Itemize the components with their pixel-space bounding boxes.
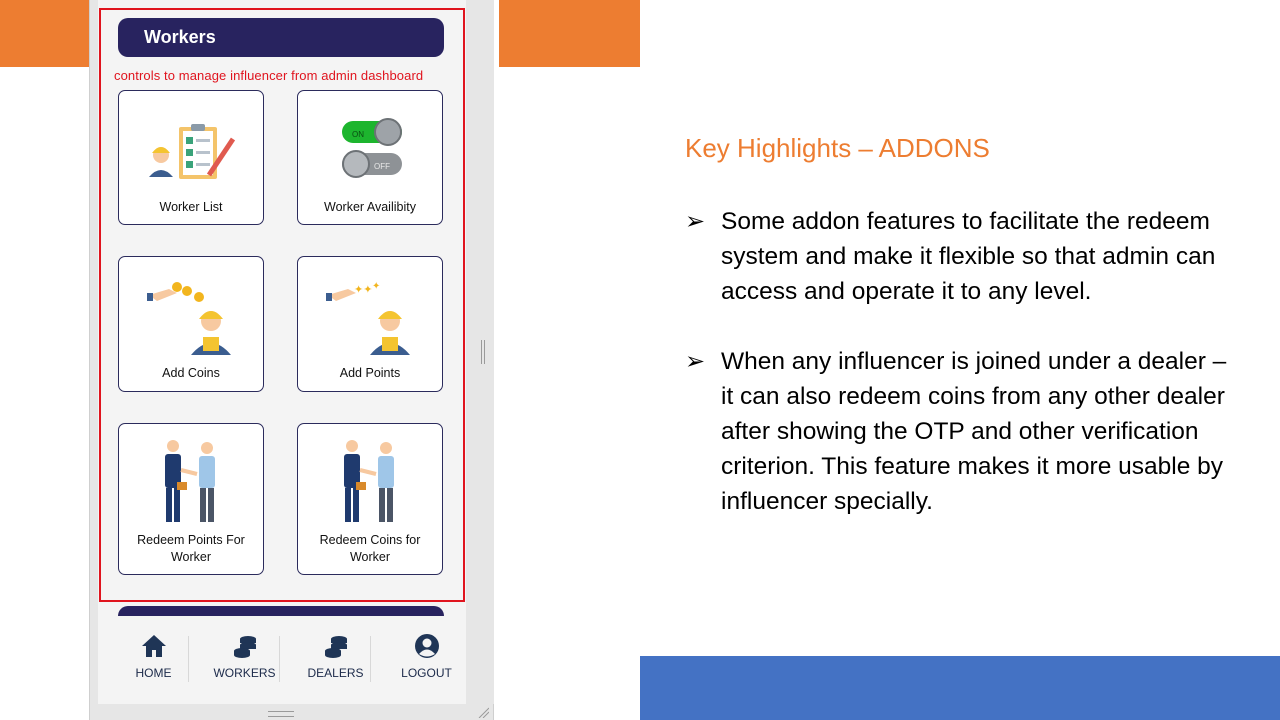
bottom-grip-handle[interactable] <box>268 711 294 717</box>
card-label: Add Points <box>339 366 401 380</box>
arrow-bullet-icon: ➢ <box>685 348 706 375</box>
card-label: Worker Availibity <box>324 200 416 214</box>
nav-home[interactable] <box>108 616 199 688</box>
nav-workers-label: WORKERS <box>213 666 276 680</box>
annotation-highlight-box <box>99 8 465 602</box>
bullet-text: Some addon features to facilitate the redeem system and make it flexible so that admin can access and operate it to any level. <box>721 208 1216 305</box>
bullet-item <box>685 344 1245 519</box>
user-circle-icon <box>414 633 440 659</box>
nav-dealers[interactable] <box>290 616 381 688</box>
slide-title: Key Highlights – ADDONS <box>685 133 990 163</box>
arrow-bullet-icon: ➢ <box>685 208 706 235</box>
nav-divider <box>279 636 280 682</box>
nav-divider <box>370 636 371 682</box>
coins-stack-icon <box>323 633 349 659</box>
card-label: Redeem Points For Worker <box>137 533 245 564</box>
nav-logout[interactable] <box>381 616 472 688</box>
nav-dealers-label: DEALERS <box>307 666 364 680</box>
orange-accent-right <box>499 0 640 67</box>
bullet-list <box>685 204 1245 519</box>
toggle-off-text: OFF <box>374 162 390 171</box>
card-label: Add Coins <box>162 366 220 380</box>
nav-logout-label: LOGOUT <box>401 666 452 680</box>
bottom-nav <box>98 616 466 704</box>
blue-footer-bar <box>640 656 1280 720</box>
orange-accent-left <box>0 0 92 67</box>
resize-corner-icon[interactable] <box>477 706 489 718</box>
card-label: Redeem Coins for Worker <box>319 533 421 564</box>
toggle-on-text: ON <box>352 130 364 139</box>
annotation-text: controls to manage influencer from admin dashboard <box>114 68 424 83</box>
card-label: Worker List <box>159 200 223 214</box>
bullet-item <box>685 204 1245 309</box>
svg-text:✦✦: ✦✦ <box>354 283 373 296</box>
phone-screenshot <box>89 0 494 720</box>
workers-section-header: Workers <box>118 18 444 57</box>
nav-workers[interactable] <box>199 616 290 688</box>
bullet-text: When any influencer is joined under a dealer – it can also redeem coins from any other dealer after showing the OTP and other verification criterion. This feature makes it more usable by influencer specially. <box>721 348 1227 515</box>
nav-home-label: HOME <box>135 666 172 680</box>
home-icon <box>141 633 167 659</box>
svg-text:✦: ✦ <box>372 281 381 292</box>
scrollbar-track[interactable] <box>466 0 494 704</box>
coins-stack-icon <box>232 633 258 659</box>
nav-divider <box>188 636 189 682</box>
splitter-handle[interactable] <box>481 340 485 364</box>
